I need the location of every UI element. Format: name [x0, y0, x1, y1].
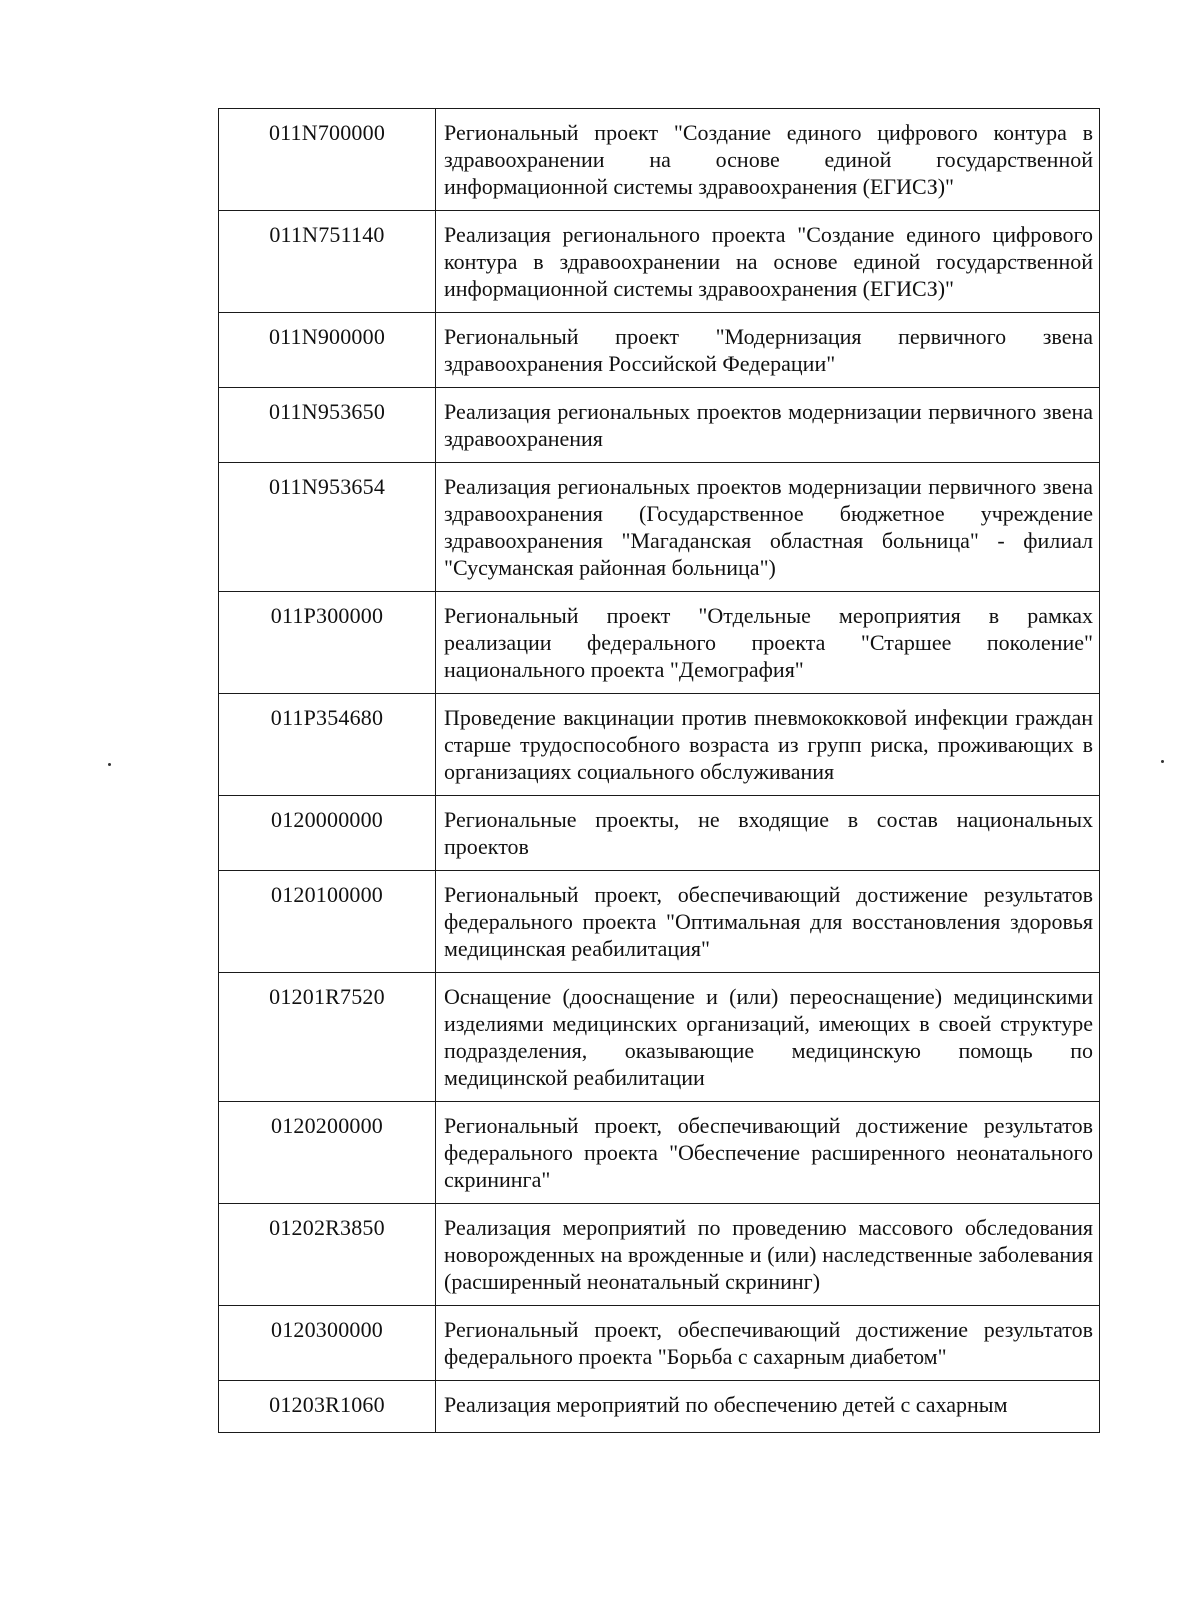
row-description: Региональный проект "Модернизация первичного звена здравоохранения Российской Федерации" [436, 313, 1100, 388]
row-description: Региональный проект, обеспечивающий достижение результатов федерального проекта "Оптимальная для восстановления здоровья медицинская реабилитация" [436, 871, 1100, 973]
row-code: 01203R1060 [219, 1381, 436, 1433]
row-description: Реализация регионального проекта "Создание единого цифрового контура в здравоохранении на основе единой государственной информационной системы здравоохранения (ЕГИСЗ)" [436, 211, 1100, 313]
row-code: 011P354680 [219, 694, 436, 796]
row-code: 011P300000 [219, 592, 436, 694]
table-row [219, 871, 1100, 973]
table-row [219, 973, 1100, 1102]
table-row [219, 313, 1100, 388]
row-description: Оснащение (дооснащение и (или) переоснащение) медицинскими изделиями медицинских организаций, имеющих в своей структуре подразделения, оказывающие медицинскую помощь по медицинской реабилитации [436, 973, 1100, 1102]
row-code: 0120300000 [219, 1306, 436, 1381]
table-row [219, 1102, 1100, 1204]
row-code: 0120200000 [219, 1102, 436, 1204]
table-row [219, 1381, 1100, 1433]
scan-speck-right [1161, 760, 1164, 763]
table-body [219, 109, 1100, 1433]
table-row [219, 211, 1100, 313]
row-description: Региональный проект "Отдельные мероприятия в рамках реализации федерального проекта "Старшее поколение" национального проекта "Демография" [436, 592, 1100, 694]
budget-codes-table [218, 108, 1100, 1433]
row-code: 011N953654 [219, 463, 436, 592]
row-code: 011N953650 [219, 388, 436, 463]
row-description: Региональный проект, обеспечивающий достижение результатов федерального проекта "Обеспечение расширенного неонатального скрининга" [436, 1102, 1100, 1204]
table-row [219, 796, 1100, 871]
table-row [219, 1204, 1100, 1306]
table-row [219, 592, 1100, 694]
scan-speck-left [108, 763, 111, 766]
row-code: 011N700000 [219, 109, 436, 211]
row-code: 0120000000 [219, 796, 436, 871]
row-code: 011N900000 [219, 313, 436, 388]
row-description: Региональный проект, обеспечивающий достижение результатов федерального проекта "Борьба с сахарным диабетом" [436, 1306, 1100, 1381]
table-row [219, 1306, 1100, 1381]
row-code: 01201R7520 [219, 973, 436, 1102]
row-description: Реализация мероприятий по проведению массового обследования новорожденных на врожденные и (или) наследственные заболевания (расширенный неонатальный скрининг) [436, 1204, 1100, 1306]
row-code: 01202R3850 [219, 1204, 436, 1306]
row-code: 011N751140 [219, 211, 436, 313]
row-description: Реализация региональных проектов модернизации первичного звена здравоохранения (Государственное бюджетное учреждение здравоохранения "Магаданская областная больница" - филиал "Сусуманская районная больница") [436, 463, 1100, 592]
table-row [219, 388, 1100, 463]
row-description: Региональный проект "Создание единого цифрового контура в здравоохранении на основе единой государственной информационной системы здравоохранения (ЕГИСЗ)" [436, 109, 1100, 211]
row-code: 0120100000 [219, 871, 436, 973]
row-description: Проведение вакцинации против пневмококковой инфекции граждан старше трудоспособного возраста из групп риска, проживающих в организациях социального обслуживания [436, 694, 1100, 796]
row-description: Реализация региональных проектов модернизации первичного звена здравоохранения [436, 388, 1100, 463]
table-row [219, 109, 1100, 211]
table-row [219, 694, 1100, 796]
row-description: Реализация мероприятий по обеспечению детей с сахарным [436, 1381, 1100, 1433]
row-description: Региональные проекты, не входящие в состав национальных проектов [436, 796, 1100, 871]
table-row [219, 463, 1100, 592]
